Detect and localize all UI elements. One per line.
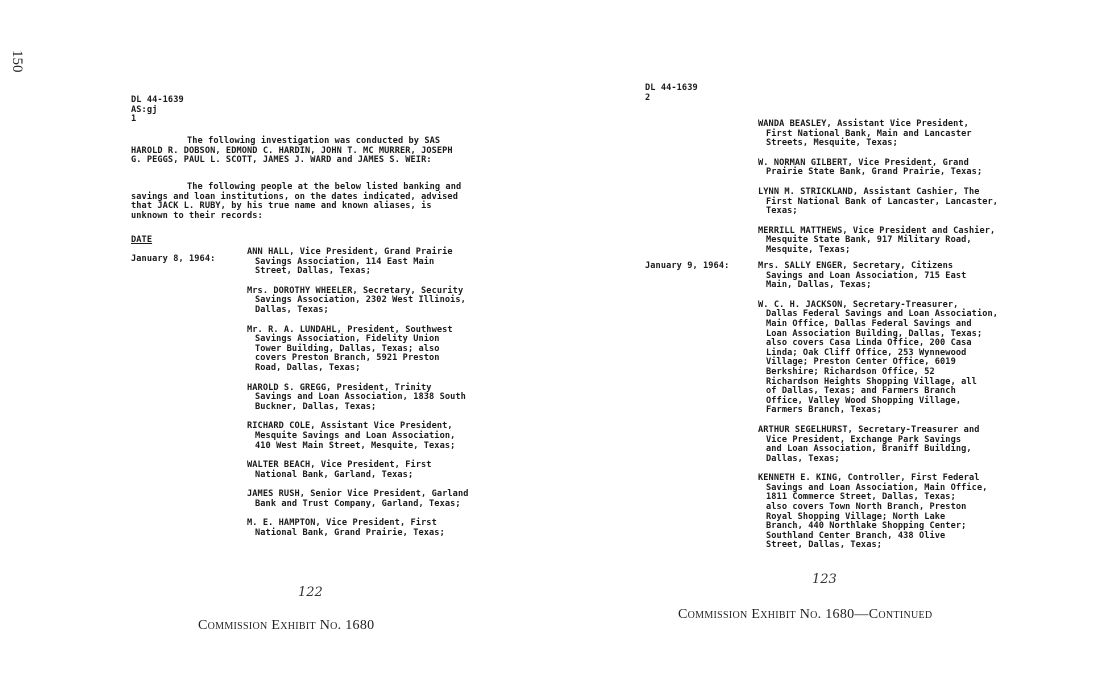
- list-item: ARTHUR SEGELHURST, Secretary-Treasurer and Vice President, Exchange Park Savings and Loan Association, Braniff Building, Dallas, Texas;: [758, 424, 980, 464]
- list-item: W. C. H. JACKSON, Secretary-Treasurer, Dallas Federal Savings and Loan Association, Main Office, Dallas Federal Savings and Loan Association Building, Dallas, Texas; also covers Casa Linda Office, 200 Casa Linda; Oak Cliff Office, 253 Wynnewood Village; Preston Center Office, 6019 Berkshire; Richardson Office, 52 Richardson Heights Shopping Village, all of Dallas, Texas; and Farmers Branch Office, Valley Wood Shopping Village, Farmers Branch, Texas;: [758, 299, 999, 416]
- left-entries: [247, 248, 507, 549]
- list-item: RICHARD COLE, Assistant Vice President, Mesquite Savings and Loan Association, 410 West Main Street, Mesquite, Texas;: [247, 421, 456, 451]
- right-entries-a: [758, 120, 1058, 266]
- sheet-number: 2: [645, 92, 651, 103]
- handwritten-page-number: 122: [298, 585, 323, 600]
- page-number: 150: [9, 50, 25, 73]
- right-entries-b: [758, 262, 1058, 561]
- list-item: W. NORMAN GILBERT, Vice President, Grand Prairie State Bank, Grand Prairie, Texas;: [758, 157, 983, 178]
- list-item: Mrs. DOROTHY WHEELER, Secretary, Security Savings Association, 2302 West Illinois, Dallas, Texas;: [247, 285, 466, 315]
- list-item: ANN HALL, Vice President, Grand Prairie Savings Association, 114 East Main Street, Dallas, Texas;: [247, 247, 453, 277]
- exhibit-caption: Commission Exhibit No. 1680—Continued: [678, 607, 933, 622]
- list-item: WANDA BEASLEY, Assistant Vice President, First National Bank, Main and Lancaster Streets, Mesquite, Texas;: [758, 119, 972, 149]
- list-item: WALTER BEACH, Vice President, First National Bank, Garland, Texas;: [247, 460, 432, 480]
- handwritten-page-number: 123: [812, 572, 837, 587]
- date-label: January 8, 1964:: [131, 254, 216, 264]
- right-header: [645, 84, 698, 103]
- list-item: MERRILL MATTHEWS, Vice President and Cashier, Mesquite State Bank, 917 Military Road, Mesquite, Texas;: [758, 225, 996, 255]
- exhibit-caption: Commission Exhibit No. 1680: [198, 618, 375, 633]
- initials: AS:gj: [131, 104, 158, 115]
- intro-paragraph: The following investigation was conducted by SAS HAROLD R. DOBSON, EDMOND C. HARDIN, JOHN T. MC MURRER, JOSEPH G. PEGGS, PAUL L. SCOTT, JAMES J. WARD and JAMES S. WEIR:: [131, 136, 453, 166]
- list-item: Mrs. SALLY ENGER, Secretary, Citizens Savings and Loan Association, 715 East Main, Dallas, Texas;: [758, 261, 967, 291]
- file-number: DL 44-1639: [645, 83, 698, 93]
- date-label: January 9, 1964:: [645, 261, 730, 271]
- list-item: Mr. R. A. LUNDAHL, President, Southwest Savings Association, Fidelity Union Tower Building, Dallas, Texas; also covers Preston Branch, 5921 Preston Road, Dallas, Texas;: [247, 324, 453, 373]
- list-item: HAROLD S. GREGG, President, Trinity Savings and Loan Association, 1838 South Buckner, Dallas, Texas;: [247, 382, 466, 412]
- list-item: M. E. HAMPTON, Vice President, First National Bank, Grand Prairie, Texas;: [247, 518, 445, 539]
- date-header: DATE: [131, 235, 153, 245]
- left-header: [131, 96, 184, 125]
- list-item: KENNETH E. KING, Controller, First Federal Savings and Loan Association, Main Office, 1811 Commerce Street, Dallas, Texas; also covers Town North Branch, Preston Royal Shopping Village; North Lake Branch, 440 Northlake Shopping Center; Southland Center Branch, 438 Olive Street, Dallas, Texas;: [758, 473, 988, 551]
- list-item: LYNN M. STRICKLAND, Assistant Cashier, The First National Bank of Lancaster, Lancaster, Texas;: [758, 186, 999, 217]
- file-number: DL 44-1639: [131, 95, 184, 105]
- sheet-number: 1: [131, 114, 137, 125]
- list-item: JAMES RUSH, Senior Vice President, Garland Bank and Trust Company, Garland, Texas;: [247, 489, 469, 509]
- intro-paragraph-2: The following people at the below listed banking and savings and loan institutions, on the dates indicated, advised that JACK L. RUBY, by his true name and known aliases, is unknown to their records:: [131, 182, 462, 221]
